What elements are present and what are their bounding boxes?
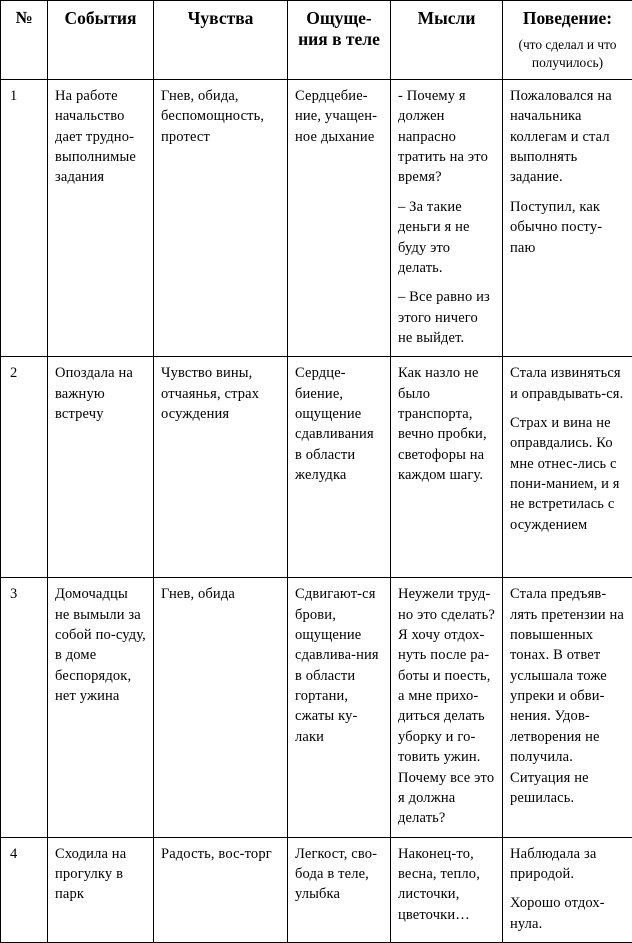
behaviour-line: Страх и вина не оправдались. Ко мне отнес-лись с пони-манием, и я не встретилась с осуждением [510, 413, 625, 535]
cell-feelings: Гнев, обида [154, 578, 288, 837]
cell-feelings: Радость, вос-торг [154, 837, 288, 942]
cell-number: 2 [1, 357, 48, 578]
column-header-behaviour [503, 1, 632, 80]
column-header-body-sensations [288, 1, 391, 80]
cell-behaviour [503, 357, 632, 578]
column-header-number [1, 1, 48, 80]
table-row [1, 80, 632, 357]
behaviour-line: Стала извиняться и оправдывать-ся. [510, 363, 625, 404]
cell-behaviour [503, 837, 632, 942]
behaviour-line: Поступил, как обычно посту-паю [510, 197, 625, 258]
cell-thoughts [391, 578, 503, 837]
cell-thoughts [391, 80, 503, 357]
table-row [1, 837, 632, 942]
cell-events: Домочадцы не вымыли за собой по-суду, в доме беспорядок, нет ужина [48, 578, 154, 837]
cell-body-sensations: Сдвигают-ся брови, ощущение сдавлива-ния в области гортани, сжаты ку-лаки [288, 578, 391, 837]
cell-body-sensations: Легкост, сво-бода в теле, улыбка [288, 837, 391, 942]
cell-thoughts [391, 357, 503, 578]
thought-line: – Все равно из этого ничего не выйдет. [398, 287, 495, 348]
cell-behaviour [503, 80, 632, 357]
cell-feelings: Чувство вины, отчаянья, страх осуждения [154, 357, 288, 578]
thought-line: Наконец-то, весна, тепло, листочки, цветочки… [398, 844, 495, 925]
cell-number: 3 [1, 578, 48, 837]
column-header-behaviour-sublabel: (что сделал и что получилось) [510, 36, 625, 72]
cell-body-sensations: Сердце-биение, ощущение сдавливания в области желудка [288, 357, 391, 578]
behaviour-line: Стала предъяв-лять претензии на повышенных тонах. В ответ услышала тоже упреки и обви-нения. Удов-летворения не получила. Ситуация не решилась. [510, 584, 625, 808]
table-header-row [1, 1, 632, 80]
thought-line: Неужели труд-но это сделать? Я хочу отдох-нуть после ра-боты и поесть, а мне прихо-диться делать уборку и го-товить ужин. Почему все это я должна делать? [398, 584, 495, 828]
cell-number: 1 [1, 80, 48, 357]
thought-line: – За такие деньги я не буду это делать. [398, 197, 495, 278]
column-header-number-label: № [8, 8, 40, 29]
column-header-events-label: События [55, 8, 146, 29]
behaviour-line: Пожаловался на начальника коллегам и стал выполнять задание. [510, 86, 625, 188]
cell-events: На работе начальство дает трудно‐выполнимые задания [48, 80, 154, 357]
column-header-thoughts [391, 1, 503, 80]
column-header-thoughts-label: Мысли [398, 8, 495, 29]
cell-events: Сходила на прогулку в парк [48, 837, 154, 942]
column-header-events [48, 1, 154, 80]
cell-feelings: Гнев, обида, беспомощность, протест [154, 80, 288, 357]
cell-number: 4 [1, 837, 48, 942]
cell-behaviour [503, 578, 632, 837]
thought-line: - Почему я должен напрасно тратить на это время? [398, 86, 495, 188]
cell-events: Опоздала на важную встречу [48, 357, 154, 578]
cell-body-sensations: Сердцебие-ние, учащен-ное дыхание [288, 80, 391, 357]
table-row [1, 578, 632, 837]
behaviour-line: Наблюдала за природой. [510, 844, 625, 885]
column-header-body-sensations-label: Ощуще-ния в теле [295, 8, 383, 51]
column-header-feelings [154, 1, 288, 80]
table-row [1, 357, 632, 578]
table-body [1, 80, 632, 943]
column-header-feelings-label: Чувства [161, 8, 280, 29]
cell-thoughts [391, 837, 503, 942]
column-header-behaviour-label: Поведение: [510, 8, 625, 29]
behaviour-line: Хорошо отдох-нула. [510, 893, 625, 934]
thought-line: Как назло не было транспорта, вечно пробки, светофоры на каждом шагу. [398, 363, 495, 485]
